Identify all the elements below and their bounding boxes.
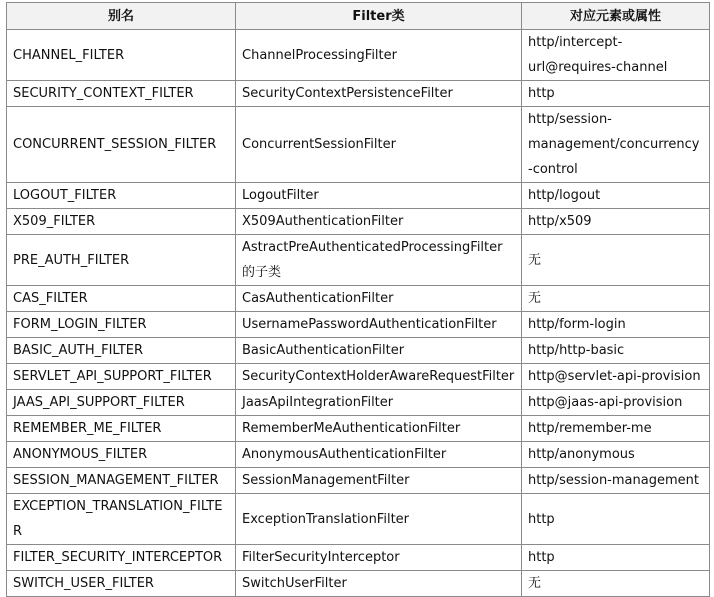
filter-class-cell: BasicAuthenticationFilter (236, 338, 522, 364)
table-row (7, 338, 710, 364)
element-attribute-cell: http@jaas-api-provision (522, 390, 710, 416)
element-attribute-cell: http/anonymous (522, 442, 710, 468)
alias-cell: EXCEPTION_TRANSLATION_FILTER (7, 494, 236, 545)
filter-class-cell: ChannelProcessingFilter (236, 30, 522, 81)
element-attribute-cell: http (522, 545, 710, 571)
table-row (7, 545, 710, 571)
alias-cell: X509_FILTER (7, 209, 236, 235)
element-attribute-cell: http/intercept-url@requires-channel (522, 30, 710, 81)
filter-class-cell: SecurityContextHolderAwareRequestFilter (236, 364, 522, 390)
element-attribute-cell: http/x509 (522, 209, 710, 235)
table-row (7, 571, 710, 597)
table-row (7, 390, 710, 416)
filter-class-cell: ExceptionTranslationFilter (236, 494, 522, 545)
alias-cell: FILTER_SECURITY_INTERCEPTOR (7, 545, 236, 571)
filter-class-cell: LogoutFilter (236, 183, 522, 209)
filter-class-cell: FilterSecurityInterceptor (236, 545, 522, 571)
alias-cell: SERVLET_API_SUPPORT_FILTER (7, 364, 236, 390)
filter-class-cell: RememberMeAuthenticationFilter (236, 416, 522, 442)
alias-cell: BASIC_AUTH_FILTER (7, 338, 236, 364)
header-element-attribute: 对应元素或属性 (522, 3, 710, 30)
table-row (7, 209, 710, 235)
table-row (7, 468, 710, 494)
table-row (7, 286, 710, 312)
alias-cell: JAAS_API_SUPPORT_FILTER (7, 390, 236, 416)
table-row (7, 312, 710, 338)
element-attribute-cell: http (522, 81, 710, 107)
alias-cell: SWITCH_USER_FILTER (7, 571, 236, 597)
alias-cell: REMEMBER_ME_FILTER (7, 416, 236, 442)
header-alias: 别名 (7, 3, 236, 30)
table-row (7, 235, 710, 286)
element-attribute-cell: http/http-basic (522, 338, 710, 364)
table-row (7, 416, 710, 442)
element-attribute-cell: 无 (522, 286, 710, 312)
filter-class-cell: SecurityContextPersistenceFilter (236, 81, 522, 107)
filter-class-cell: UsernamePasswordAuthenticationFilter (236, 312, 522, 338)
header-filter-class: Filter类 (236, 3, 522, 30)
filter-class-cell: JaasApiIntegrationFilter (236, 390, 522, 416)
filter-class-cell: SwitchUserFilter (236, 571, 522, 597)
table-header-row (7, 3, 710, 30)
alias-cell: PRE_AUTH_FILTER (7, 235, 236, 286)
table-row (7, 107, 710, 183)
element-attribute-cell: http/session-management/concurrency-control (522, 107, 710, 183)
element-attribute-cell: http/logout (522, 183, 710, 209)
filter-class-cell: CasAuthenticationFilter (236, 286, 522, 312)
alias-cell: CHANNEL_FILTER (7, 30, 236, 81)
alias-cell: LOGOUT_FILTER (7, 183, 236, 209)
alias-cell: SECURITY_CONTEXT_FILTER (7, 81, 236, 107)
alias-cell: FORM_LOGIN_FILTER (7, 312, 236, 338)
table-row (7, 442, 710, 468)
alias-cell: ANONYMOUS_FILTER (7, 442, 236, 468)
table-row (7, 30, 710, 81)
filter-table (6, 2, 710, 597)
element-attribute-cell: http/remember-me (522, 416, 710, 442)
table-row (7, 364, 710, 390)
table-row (7, 183, 710, 209)
filter-class-cell: ConcurrentSessionFilter (236, 107, 522, 183)
element-attribute-cell: 无 (522, 235, 710, 286)
element-attribute-cell: http/session-management (522, 468, 710, 494)
element-attribute-cell: http (522, 494, 710, 545)
filter-class-cell: SessionManagementFilter (236, 468, 522, 494)
element-attribute-cell: http@servlet-api-provision (522, 364, 710, 390)
filter-class-cell: AstractPreAuthenticatedProcessingFilter 的子类 (236, 235, 522, 286)
filter-table-container (6, 2, 710, 597)
alias-cell: SESSION_MANAGEMENT_FILTER (7, 468, 236, 494)
filter-class-cell: X509AuthenticationFilter (236, 209, 522, 235)
filter-class-cell: AnonymousAuthenticationFilter (236, 442, 522, 468)
alias-cell: CAS_FILTER (7, 286, 236, 312)
table-row (7, 81, 710, 107)
element-attribute-cell: 无 (522, 571, 710, 597)
table-row (7, 494, 710, 545)
element-attribute-cell: http/form-login (522, 312, 710, 338)
alias-cell: CONCURRENT_SESSION_FILTER (7, 107, 236, 183)
